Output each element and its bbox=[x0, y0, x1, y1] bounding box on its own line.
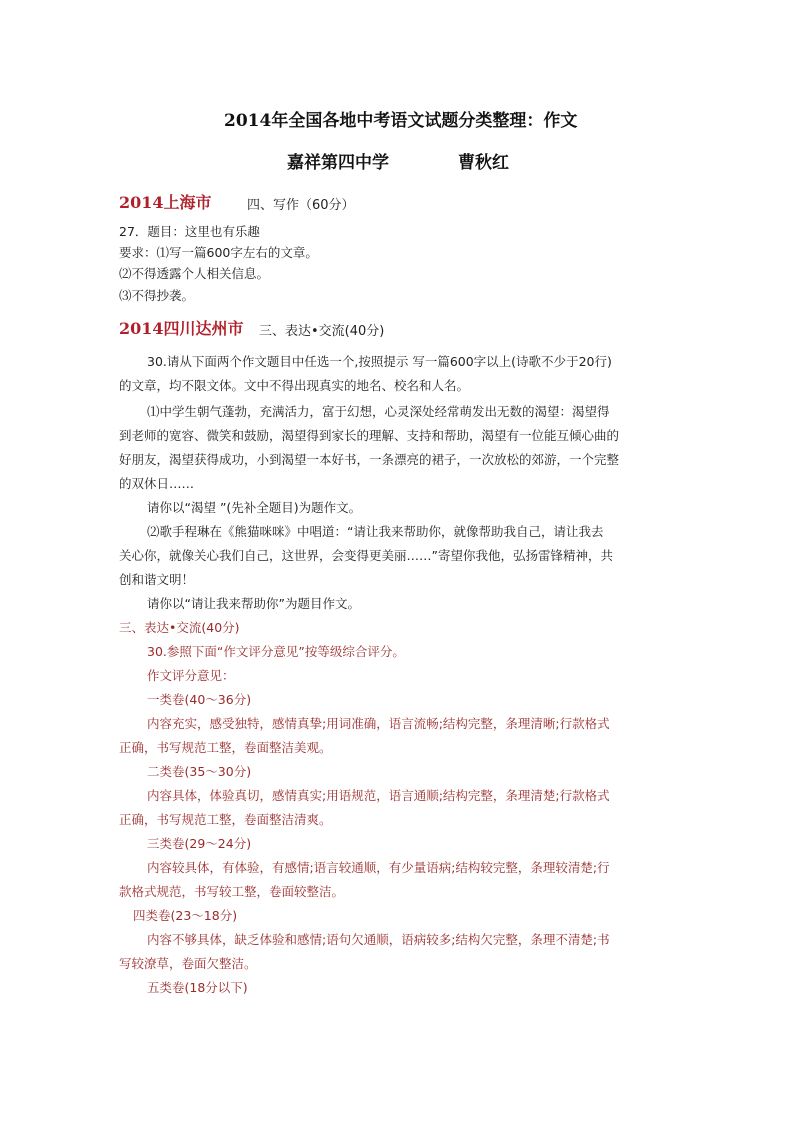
grade-heading: 五类卷(18分以下) bbox=[147, 980, 248, 995]
text-line: 正确，书写规范工整，卷面整洁清爽。 bbox=[119, 812, 332, 827]
text-line: 内容较具体，有体验，有感情;语言较通顺，有少量语病;结构较完整，条理较清楚;行 bbox=[147, 860, 610, 875]
city-heading-dazhou: 2014四川达州市 bbox=[119, 319, 244, 338]
text-line: 作文评分意见： bbox=[147, 668, 235, 683]
text-line: 创和谐文明！ bbox=[119, 572, 195, 587]
text-line: 内容具体，体验真切，感情真实;用语规范，语言通顺;结构完整，条理清楚;行款格式 bbox=[147, 788, 610, 803]
text-line: 写较潦草，卷面欠整洁。 bbox=[119, 956, 257, 971]
text-line: 款格式规范，书写较工整，卷面较整洁。 bbox=[119, 884, 345, 899]
section-heading-writing: 四、写作（60分） bbox=[247, 198, 355, 213]
text-line: 内容不够具体，缺乏体验和感情;语句欠通顺，语病较多;结构欠完整，条理不清楚;书 bbox=[147, 932, 610, 947]
text-line: 的双休日…… bbox=[119, 476, 195, 491]
section-heading-scoring: 三、表达•交流(40分) bbox=[119, 620, 240, 635]
document-title: 2014年全国各地中考语文试题分类整理：作文 bbox=[224, 111, 578, 131]
city-heading-shanghai: 2014上海市 bbox=[119, 193, 212, 212]
text-line: 关心你，就像关心我们自己，这世界，会变得更美丽……”寄望你我他，弘扬雷锋精神，共 bbox=[119, 548, 613, 563]
grade-heading: 一类卷(40～36分) bbox=[147, 692, 252, 707]
text-line: 请你以“请让我来帮助你”为题目作文。 bbox=[147, 596, 360, 611]
text-line: 30.参照下面“作文评分意见”按等级综合评分。 bbox=[147, 644, 405, 659]
grade-heading: 四类卷(23～18分) bbox=[133, 908, 238, 923]
text-line: 内容充实，感受独特，感情真挚;用词准确，语言流畅;结构完整，条理清晰;行款格式 bbox=[147, 716, 610, 731]
text-line: 好朋友，渴望获得成功，小到渴望一本好书，一条漂亮的裙子，一次放松的郊游，一个完整 bbox=[119, 452, 620, 467]
text-line: 请你以“渴望 ”(先补全题目)为题作文。 bbox=[147, 500, 362, 515]
text-line: 的文章，均不限文体。文中不得出现真实的地名、校名和人名。 bbox=[119, 378, 470, 393]
text-line: 到老师的宽容、微笑和鼓励，渴望得到家长的理解、支持和帮助，渴望有一位能互倾心曲的 bbox=[119, 428, 620, 443]
text-line: ⑵歌手程琳在《熊猫咪咪》中唱道：“请让我来帮助你，就像帮助我自己，请让我去 bbox=[147, 524, 604, 539]
text-line: ⑵不得透露个人相关信息。 bbox=[119, 266, 270, 281]
text-line: 要求：⑴写一篇600字左右的文章。 bbox=[119, 245, 318, 260]
text-line: 27．题目：这里也有乐趣 bbox=[119, 224, 260, 239]
grade-heading: 三类卷(29～24分) bbox=[147, 836, 252, 851]
text-line: 正确，书写规范工整，卷面整洁美观。 bbox=[119, 740, 332, 755]
grade-heading: 二类卷(35～30分) bbox=[147, 764, 252, 779]
author-teacher: 曹秋红 bbox=[458, 153, 509, 173]
author-school: 嘉祥第四中学 bbox=[287, 153, 389, 173]
text-line: 30.请从下面两个作文题目中任选一个,按照提示 写一篇600字以上(诗歌不少于20行) bbox=[147, 354, 612, 369]
text-line: ⑴中学生朝气蓬勃，充满活力，富于幻想，心灵深处经常萌发出无数的渴望：渴望得 bbox=[147, 404, 610, 419]
section-heading-expression: 三、表达•交流(40分) bbox=[259, 324, 385, 339]
text-line: ⑶不得抄袭。 bbox=[119, 288, 195, 303]
